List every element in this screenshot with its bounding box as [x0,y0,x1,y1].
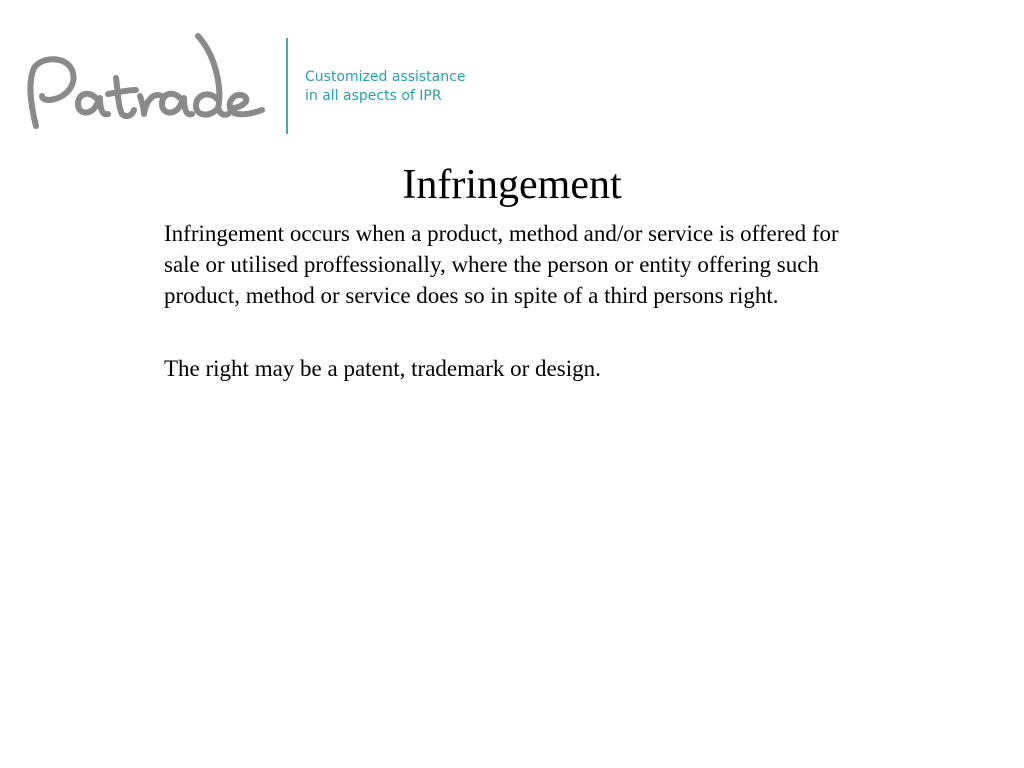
patrade-logo-mark [22,28,272,138]
slide-body [164,218,864,384]
body-paragraph-rights: The right may be a patent, trademark or design. [164,356,601,381]
body-paragraph-definition: Infringement occurs when a product, method and/or service is offered for sale or utilised proffessionally, where the person or entity offering such product, method or service does so in spite of a third persons right. [164,221,839,308]
tagline [305,68,465,106]
patrade-logo [22,28,272,138]
tagline-line-1: Customized assistance [305,69,466,85]
slide-title: Infringement [402,162,622,208]
tagline-line-2: in all aspects of IPR [305,88,442,104]
header [0,0,1024,150]
header-divider [286,38,288,134]
